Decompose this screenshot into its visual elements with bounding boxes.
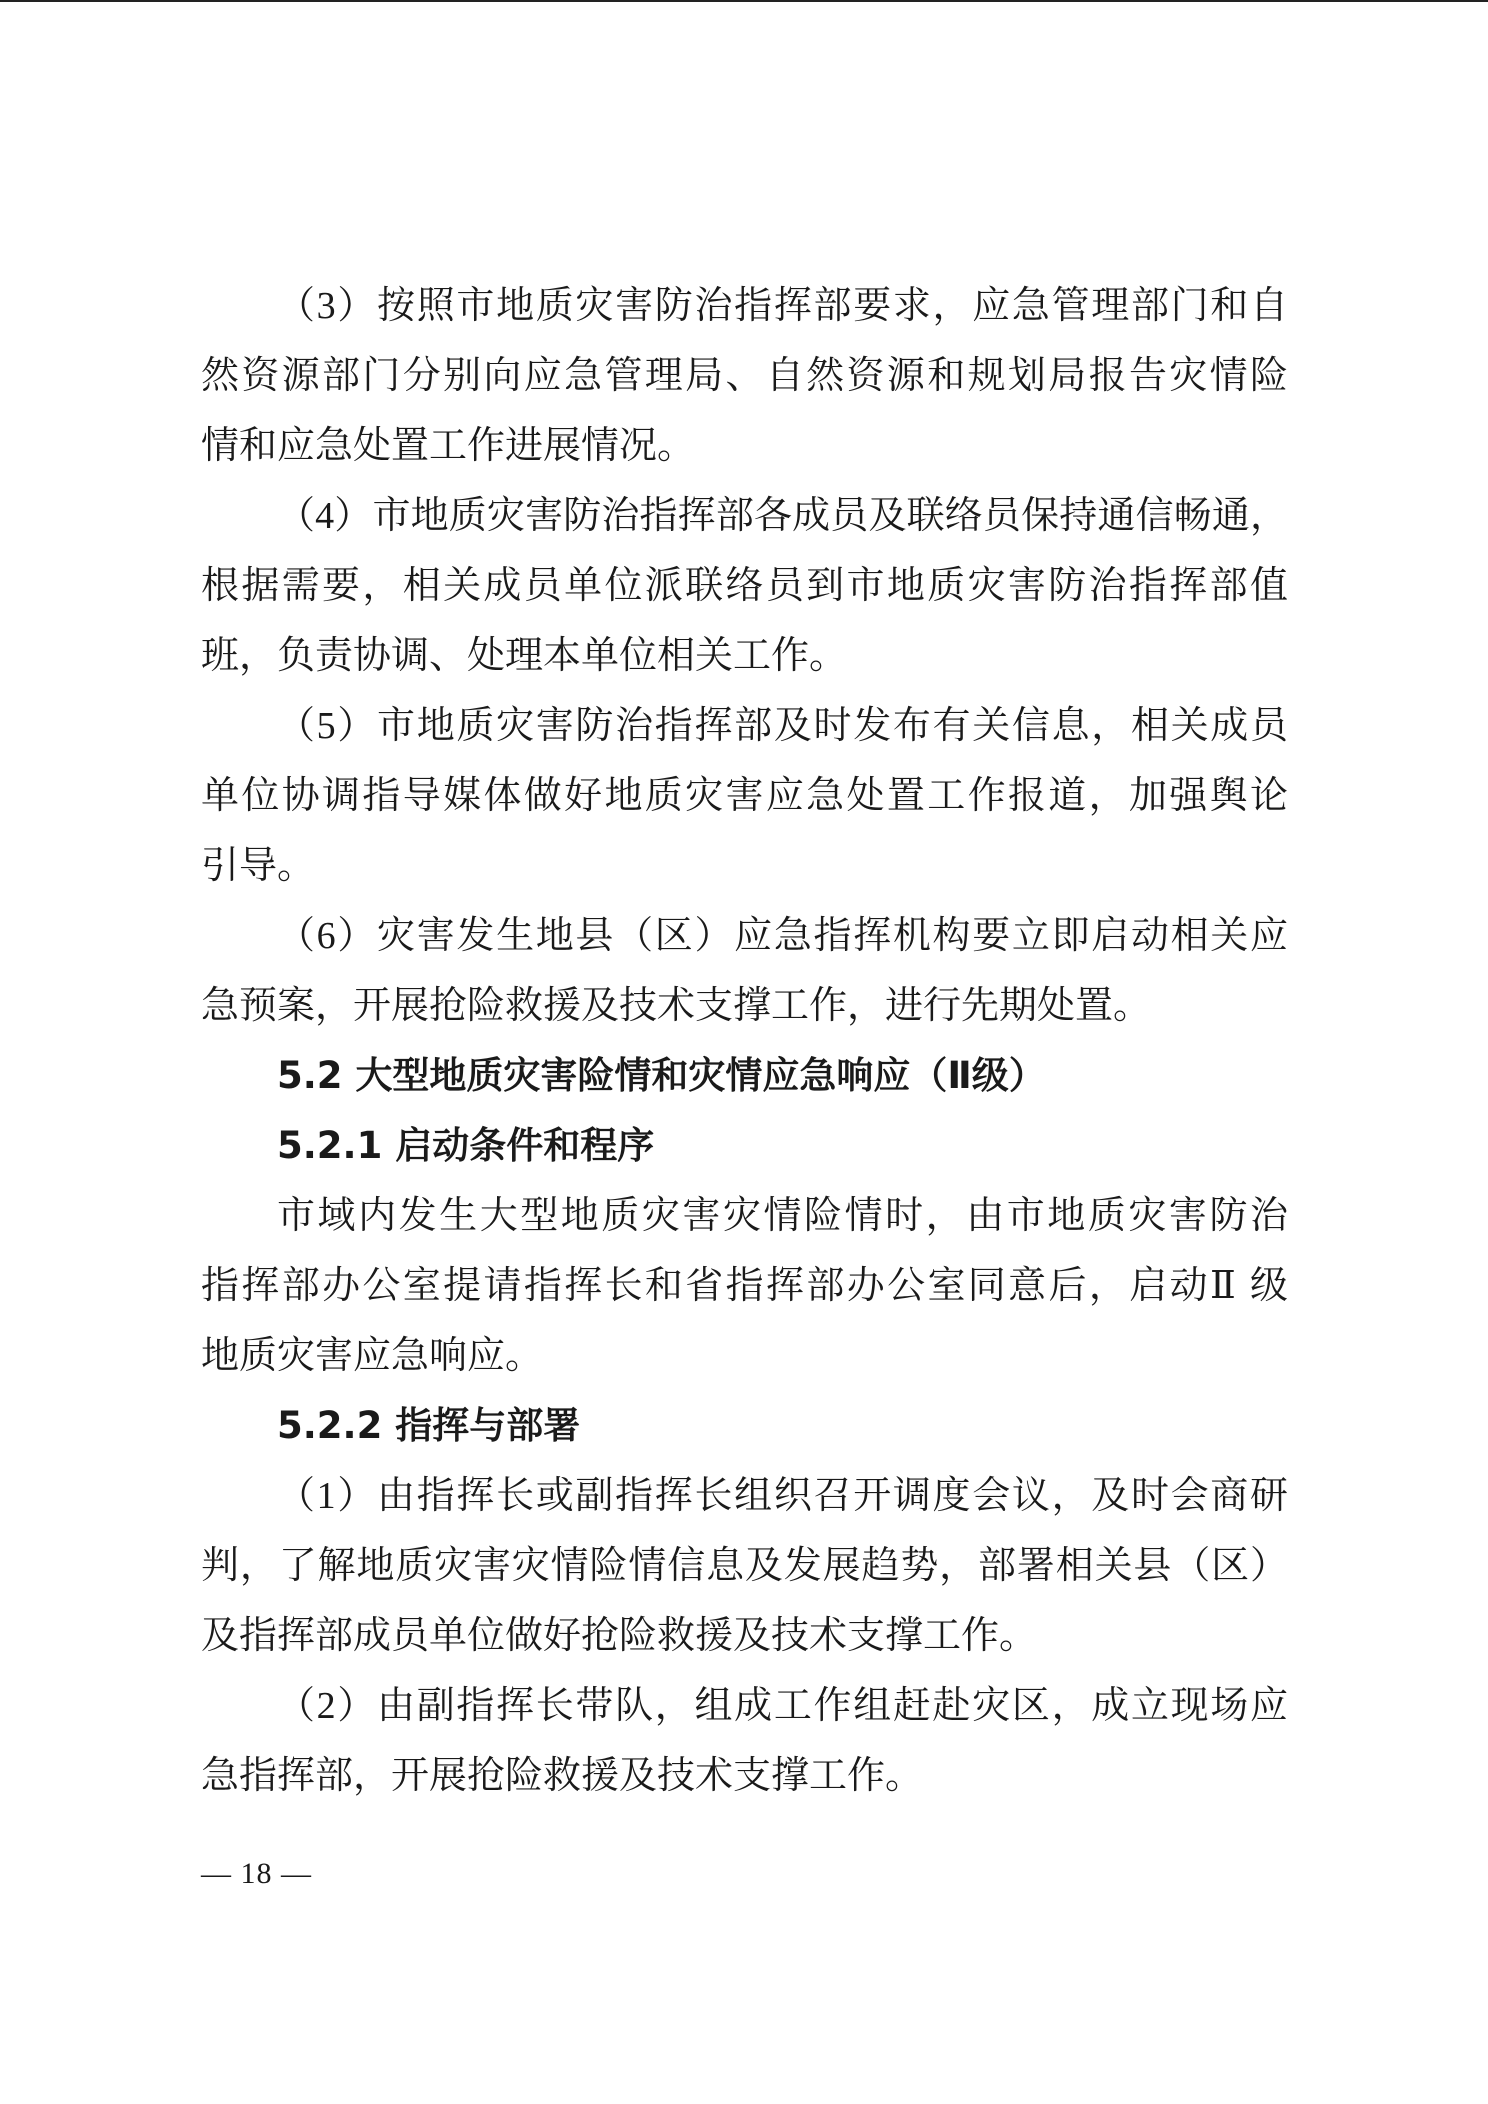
section-heading-5-2: 5.2 大型地质灾害险情和灾情应急响应（Ⅱ级）	[277, 1054, 1046, 1097]
subsection-heading-5-2-2: 5.2.2 指挥与部署	[277, 1404, 581, 1447]
body-line: （6）灾害发生地县（区）应急指挥机构要立即启动相关应	[277, 915, 1288, 957]
body-line: 指挥部办公室提请指挥长和省指挥部办公室同意后，启动Ⅱ 级	[201, 1265, 1288, 1307]
subsection-heading-5-2-1: 5.2.1 启动条件和程序	[277, 1124, 655, 1167]
body-line: 然资源部门分别向应急管理局、自然资源和规划局报告灾情险	[201, 355, 1288, 397]
document-body	[201, 271, 1288, 1811]
body-line: （3）按照市地质灾害防治指挥部要求，应急管理部门和自	[277, 285, 1288, 327]
body-line: 及指挥部成员单位做好抢险救援及技术支撑工作。	[201, 1615, 1038, 1657]
page-top-border	[0, 0, 1488, 2]
body-line: 急预案，开展抢险救援及技术支撑工作，进行先期处置。	[201, 985, 1152, 1027]
paragraph-item-1	[201, 1461, 1288, 1671]
paragraph-start-conditions	[201, 1181, 1288, 1391]
body-line: （4）市地质灾害防治指挥部各成员及联络员保持通信畅通，	[277, 495, 1288, 537]
body-line: 市域内发生大型地质灾害灾情险情时，由市地质灾害防治	[277, 1195, 1288, 1237]
page-number: — 18 —	[201, 1857, 312, 1890]
body-line: （5）市地质灾害防治指挥部及时发布有关信息，相关成员	[277, 705, 1288, 747]
body-line: 单位协调指导媒体做好地质灾害应急处置工作报道，加强舆论	[201, 775, 1288, 817]
body-line: 引导。	[201, 845, 316, 887]
paragraph-item-3	[201, 271, 1288, 481]
paragraph-item-5	[201, 691, 1288, 901]
body-line: （1）由指挥长或副指挥长组织召开调度会议，及时会商研	[277, 1475, 1288, 1517]
paragraph-item-4	[201, 481, 1288, 691]
body-line: （2）由副指挥长带队，组成工作组赶赴灾区，成立现场应	[277, 1685, 1288, 1727]
paragraph-item-2	[201, 1671, 1288, 1811]
paragraph-item-6	[201, 901, 1288, 1041]
body-line: 急指挥部，开展抢险救援及技术支撑工作。	[201, 1755, 924, 1797]
body-line: 判，了解地质灾害灾情险情信息及发展趋势，部署相关县（区）	[201, 1545, 1288, 1587]
body-line: 地质灾害应急响应。	[201, 1335, 544, 1377]
body-line: 情和应急处置工作进展情况。	[201, 425, 696, 467]
body-line: 班，负责协调、处理本单位相关工作。	[201, 635, 848, 677]
body-line: 根据需要，相关成员单位派联络员到市地质灾害防治指挥部值	[201, 565, 1288, 607]
